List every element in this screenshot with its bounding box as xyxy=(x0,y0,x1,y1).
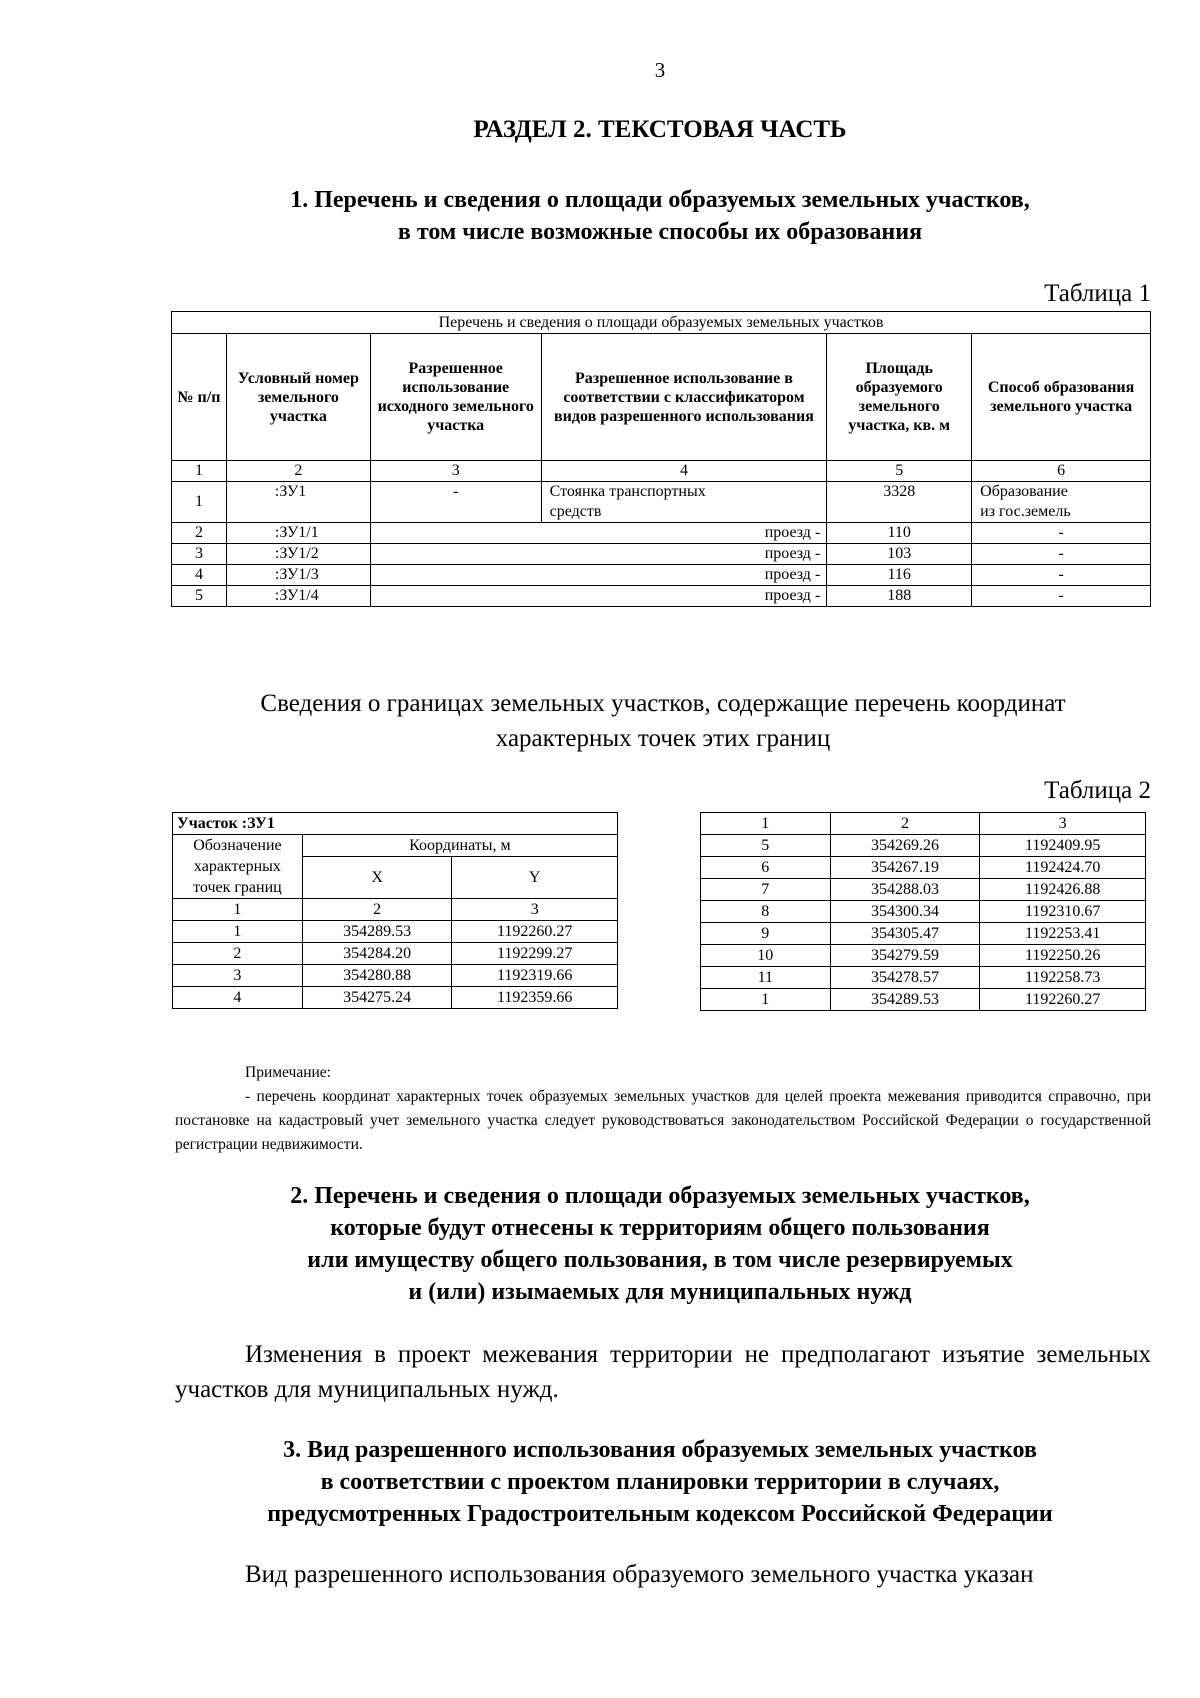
table1-header: № п/п xyxy=(172,334,227,461)
table-row: 5 354269.26 1192409.95 xyxy=(701,835,1146,857)
table-row: 7 354288.03 1192426.88 xyxy=(701,879,1146,901)
paragraph-2: Изменения в проект межевания территории не предполагают изъятие земельных участков для муниципальных нужд. xyxy=(175,1341,1151,1403)
table1-header: Разрешенное использование в соответствии с классификатором видов разрешенного использования xyxy=(541,334,827,461)
table-row: 1 354289.53 1192260.27 xyxy=(173,921,618,943)
heading-3: 3. Вид разрешенного использования образуемых земельных участков в соответствии с проектом планировки территории в случаях, предусмотренных Градостроительным кодексом Российской Федерации xyxy=(267,1437,1053,1527)
heading-2: 2. Перечень и сведения о площади образуемых земельных участков, которые будут отнесены к территориям общего пользования или имуществу общего пользования, в том числе резервируемых и (или) изымаемых для муниципальных нужд xyxy=(290,1183,1030,1305)
table1-caption: Таблица 1 xyxy=(1044,280,1151,307)
table-row: 4 354275.24 1192359.66 xyxy=(173,987,618,1009)
table1-header: Условный номер земельного участка xyxy=(226,334,370,461)
table-row: 2 354284.20 1192299.27 xyxy=(173,943,618,965)
table2-caption: Таблица 2 xyxy=(1044,777,1151,804)
table1-column-numbers: 1 2 3 4 5 6 xyxy=(172,461,1151,482)
note-text: - перечень координат характерных точек образуемых земельных участков для целей проекта межевания приводится справочно, при постановке на кадастровый учет земельного участка следует руководствоваться законодательством Российской Федерации о государственной регистрации недвижимости. xyxy=(175,1088,1151,1153)
section-title: РАЗДЕЛ 2. ТЕКСТОВАЯ ЧАСТЬ xyxy=(473,116,847,143)
column-numbers: 1 2 3 xyxy=(173,899,618,921)
coordinates-subheading: Сведения о границах земельных участков, содержащие перечень координат характерных точек этих границ xyxy=(260,690,1066,752)
table-2-left xyxy=(172,812,618,1009)
table-row: 6 354267.19 1192424.70 xyxy=(701,857,1146,879)
table-row: 1 354289.53 1192260.27 xyxy=(701,989,1146,1011)
table-row: 3 :ЗУ1/2 проезд - 103 - xyxy=(172,544,1151,565)
heading-1: 1. Перечень и сведения о площади образуемых земельных участков, в том числе возможные способы их образования xyxy=(290,187,1030,245)
note-block xyxy=(175,1061,1151,1157)
page-number: 3 xyxy=(654,58,666,82)
table-row: 10 354279.59 1192250.26 xyxy=(701,945,1146,967)
table1-header: Площадь образуемого земельного участка, кв. м xyxy=(827,334,972,461)
table1-title: Перечень и сведения о площади образуемых земельных участков xyxy=(172,312,1151,334)
plot-label: Участок :ЗУ1 xyxy=(173,813,618,835)
y-header: Y xyxy=(452,857,618,899)
paragraph-3: Вид разрешенного использования образуемого земельного участка указан xyxy=(245,1561,1034,1588)
table-1 xyxy=(171,311,1151,607)
table-row: 1 :ЗУ1 - Стоянка транспортных средств 3328 Образование из гос.земель xyxy=(172,482,1151,523)
table-row: 11 354278.57 1192258.73 xyxy=(701,967,1146,989)
column-numbers: 1 2 3 xyxy=(701,813,1146,835)
table-row: 2 :ЗУ1/1 проезд - 110 - xyxy=(172,523,1151,544)
note-label: Примечание: xyxy=(245,1064,331,1081)
point-column-header: Обозначение характерных точек границ xyxy=(173,835,303,899)
coords-header: Координаты, м xyxy=(302,835,617,857)
table-2-right xyxy=(700,812,1146,1011)
table-row: 3 354280.88 1192319.66 xyxy=(173,965,618,987)
table-row: 9 354305.47 1192253.41 xyxy=(701,923,1146,945)
table1-header: Разрешенное использование исходного земельного участка xyxy=(370,334,541,461)
table-row: 4 :ЗУ1/3 проезд - 116 - xyxy=(172,565,1151,586)
table-row: 8 354300.34 1192310.67 xyxy=(701,901,1146,923)
table-row: 5 :ЗУ1/4 проезд - 188 - xyxy=(172,586,1151,607)
table1-header: Способ образования земельного участка xyxy=(972,334,1151,461)
x-header: X xyxy=(302,857,452,899)
